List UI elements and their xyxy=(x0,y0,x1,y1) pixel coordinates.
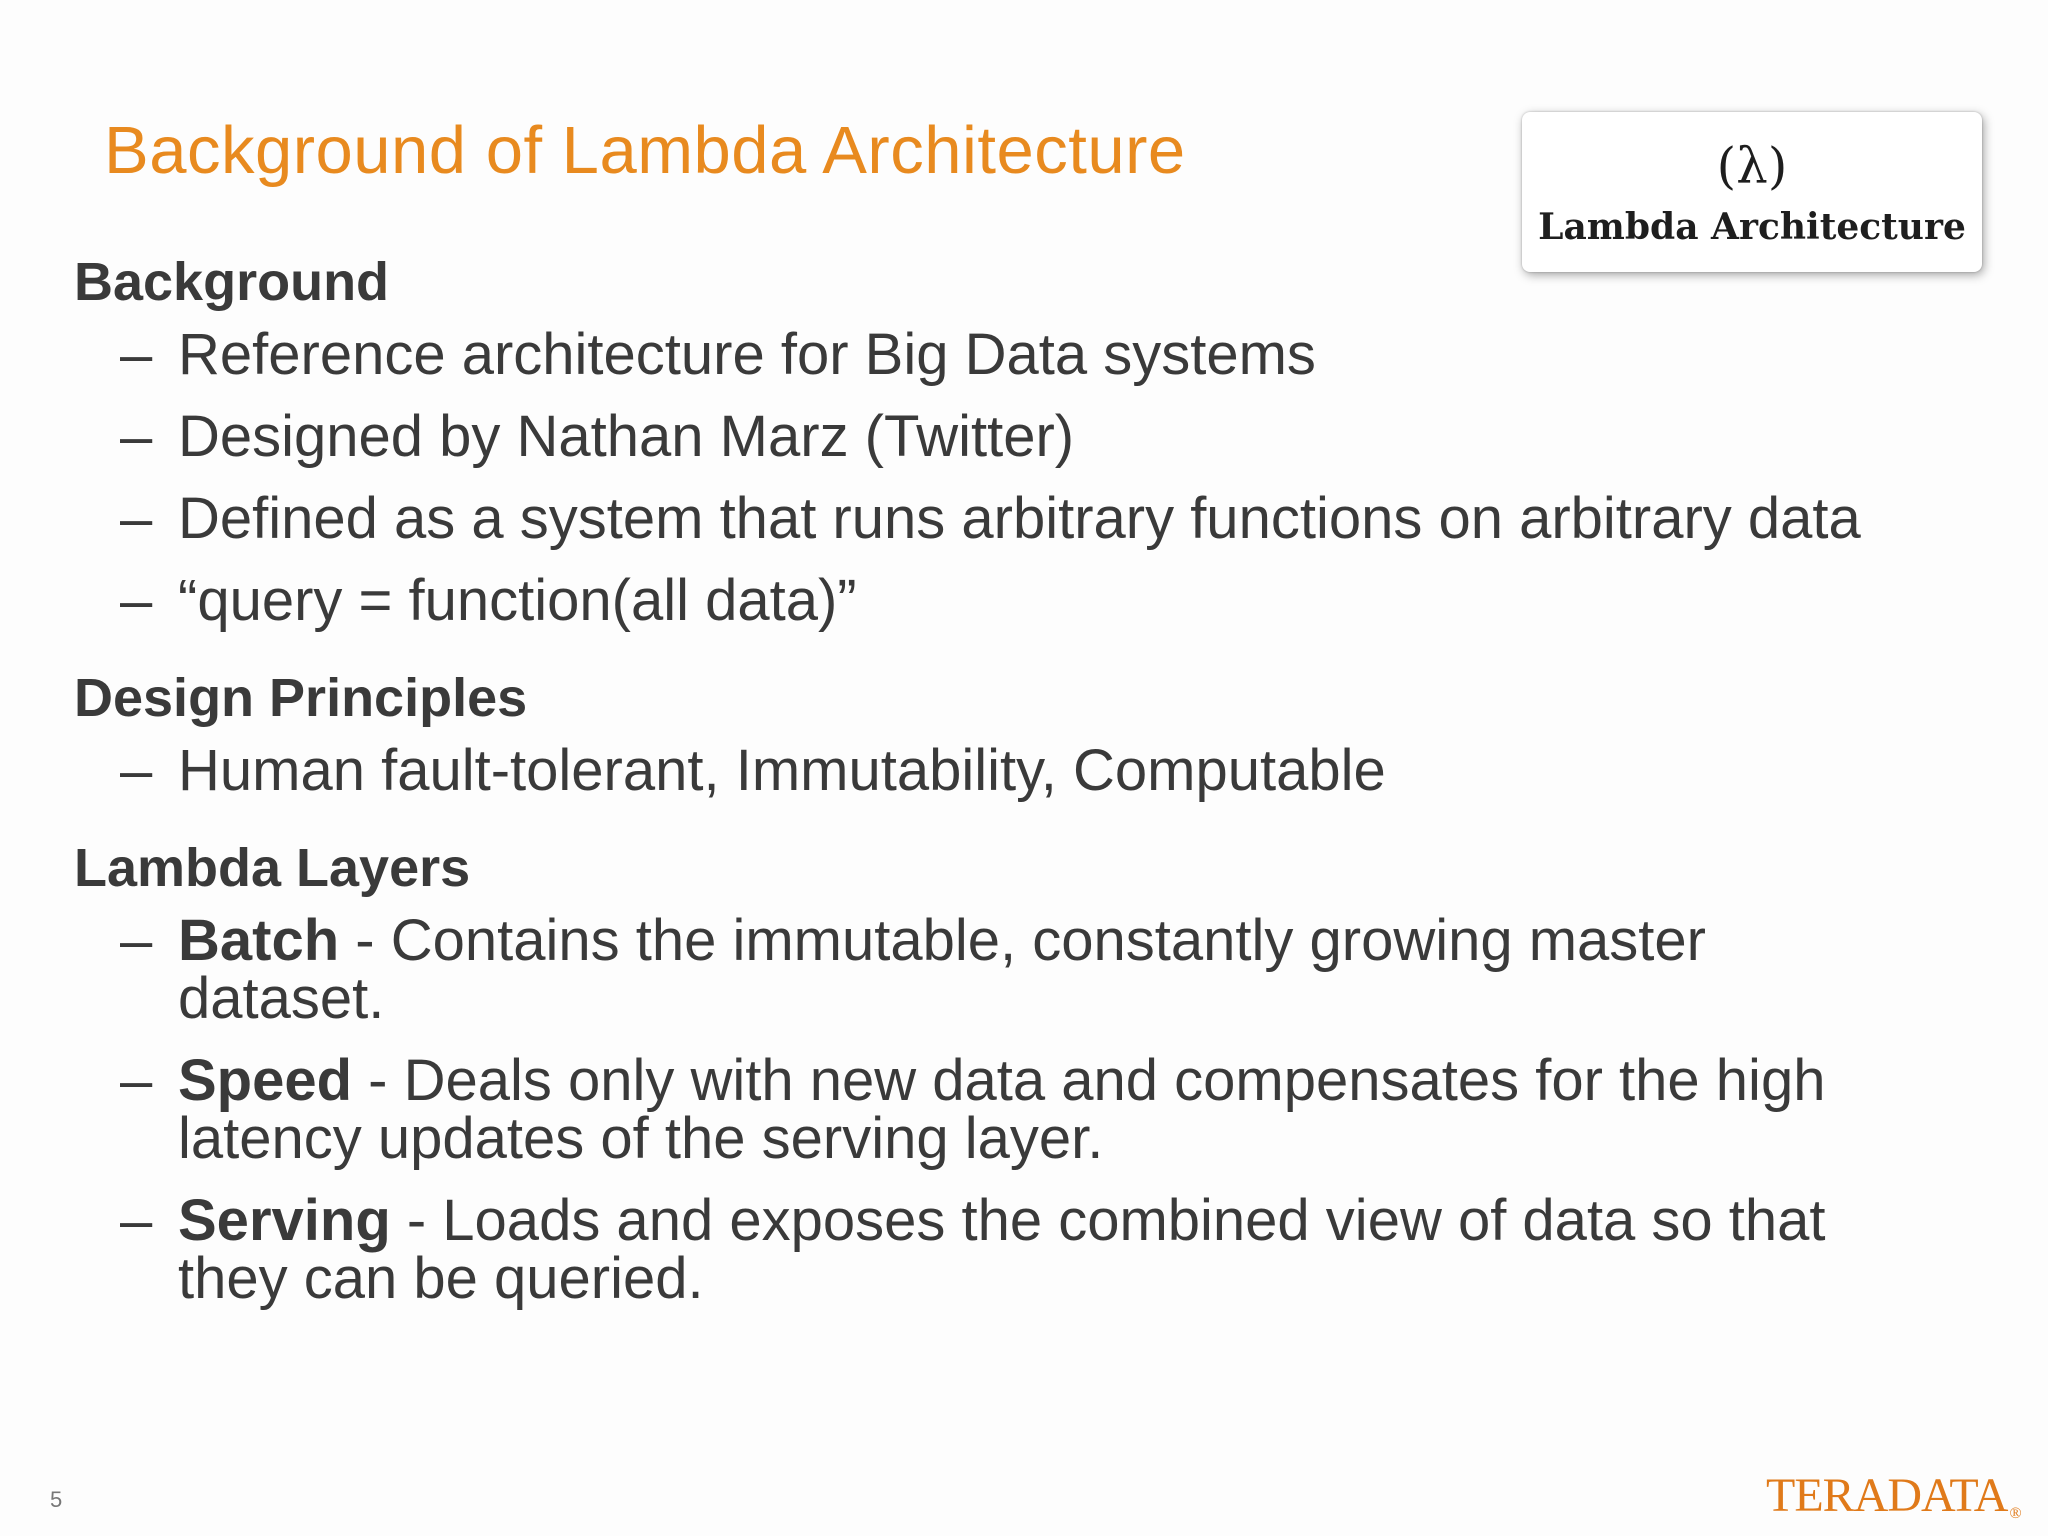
slide-content xyxy=(74,250,1874,1344)
bullet-dash: – xyxy=(120,404,153,469)
bullet-list xyxy=(74,738,1874,803)
layer-term-speed: Speed xyxy=(178,1048,353,1113)
bullet-dash: – xyxy=(120,738,153,803)
bullet-text: Reference architecture for Big Data systems xyxy=(178,322,1316,387)
bullet-text: - Contains the immutable, constantly growing master dataset. xyxy=(178,908,1706,1031)
bullet-item xyxy=(74,404,1918,469)
logo-text: Lambda Architecture xyxy=(1538,206,1966,248)
bullet-text: - Loads and exposes the combined view of data so that they can be queried. xyxy=(178,1188,1826,1311)
bullet-dash: – xyxy=(120,1048,153,1113)
bullet-item xyxy=(74,738,1918,803)
bullet-dash: – xyxy=(120,568,153,633)
bullet-list xyxy=(74,322,1874,633)
bullet-text: - Deals only with new data and compensates for the high latency updates of the serving layer. xyxy=(178,1048,1826,1171)
registered-mark-icon: ® xyxy=(2009,1505,2021,1522)
lambda-symbol-icon: (λ) xyxy=(1716,137,1788,195)
bullet-text: Defined as a system that runs arbitrary functions on arbitrary data xyxy=(178,486,1861,551)
bullet-list xyxy=(74,908,1874,1311)
section-heading: Background xyxy=(74,252,390,312)
bullet-item xyxy=(74,322,1918,387)
bullet-item xyxy=(74,1188,1918,1311)
bullet-text: “query = function(all data)” xyxy=(178,568,857,633)
section-design-principles xyxy=(74,666,1874,803)
layer-term-batch: Batch xyxy=(178,908,340,973)
bullet-text: Designed by Nathan Marz (Twitter) xyxy=(178,404,1075,469)
section-heading: Design Principles xyxy=(74,668,528,728)
brand-text: TERADATA xyxy=(1766,1469,2008,1522)
section-heading: Lambda Layers xyxy=(74,838,471,898)
bullet-dash: – xyxy=(120,908,153,973)
bullet-text: Human fault-tolerant, Immutability, Computable xyxy=(178,738,1386,803)
bullet-item xyxy=(74,568,1918,633)
section-background xyxy=(74,250,1874,633)
bullet-item xyxy=(74,486,1918,551)
bullet-item xyxy=(74,1048,1918,1171)
slide-title: Background of Lambda Architecture xyxy=(104,113,1186,188)
layer-term-serving: Serving xyxy=(178,1188,391,1253)
teradata-logo xyxy=(1766,1468,2021,1523)
bullet-dash: – xyxy=(120,1188,153,1253)
section-lambda-layers xyxy=(74,836,1874,1311)
lambda-logo xyxy=(1522,112,1982,272)
page-number: 5 xyxy=(50,1487,63,1512)
bullet-dash: – xyxy=(120,486,153,551)
bullet-dash: – xyxy=(120,322,153,387)
bullet-item xyxy=(74,908,1918,1031)
